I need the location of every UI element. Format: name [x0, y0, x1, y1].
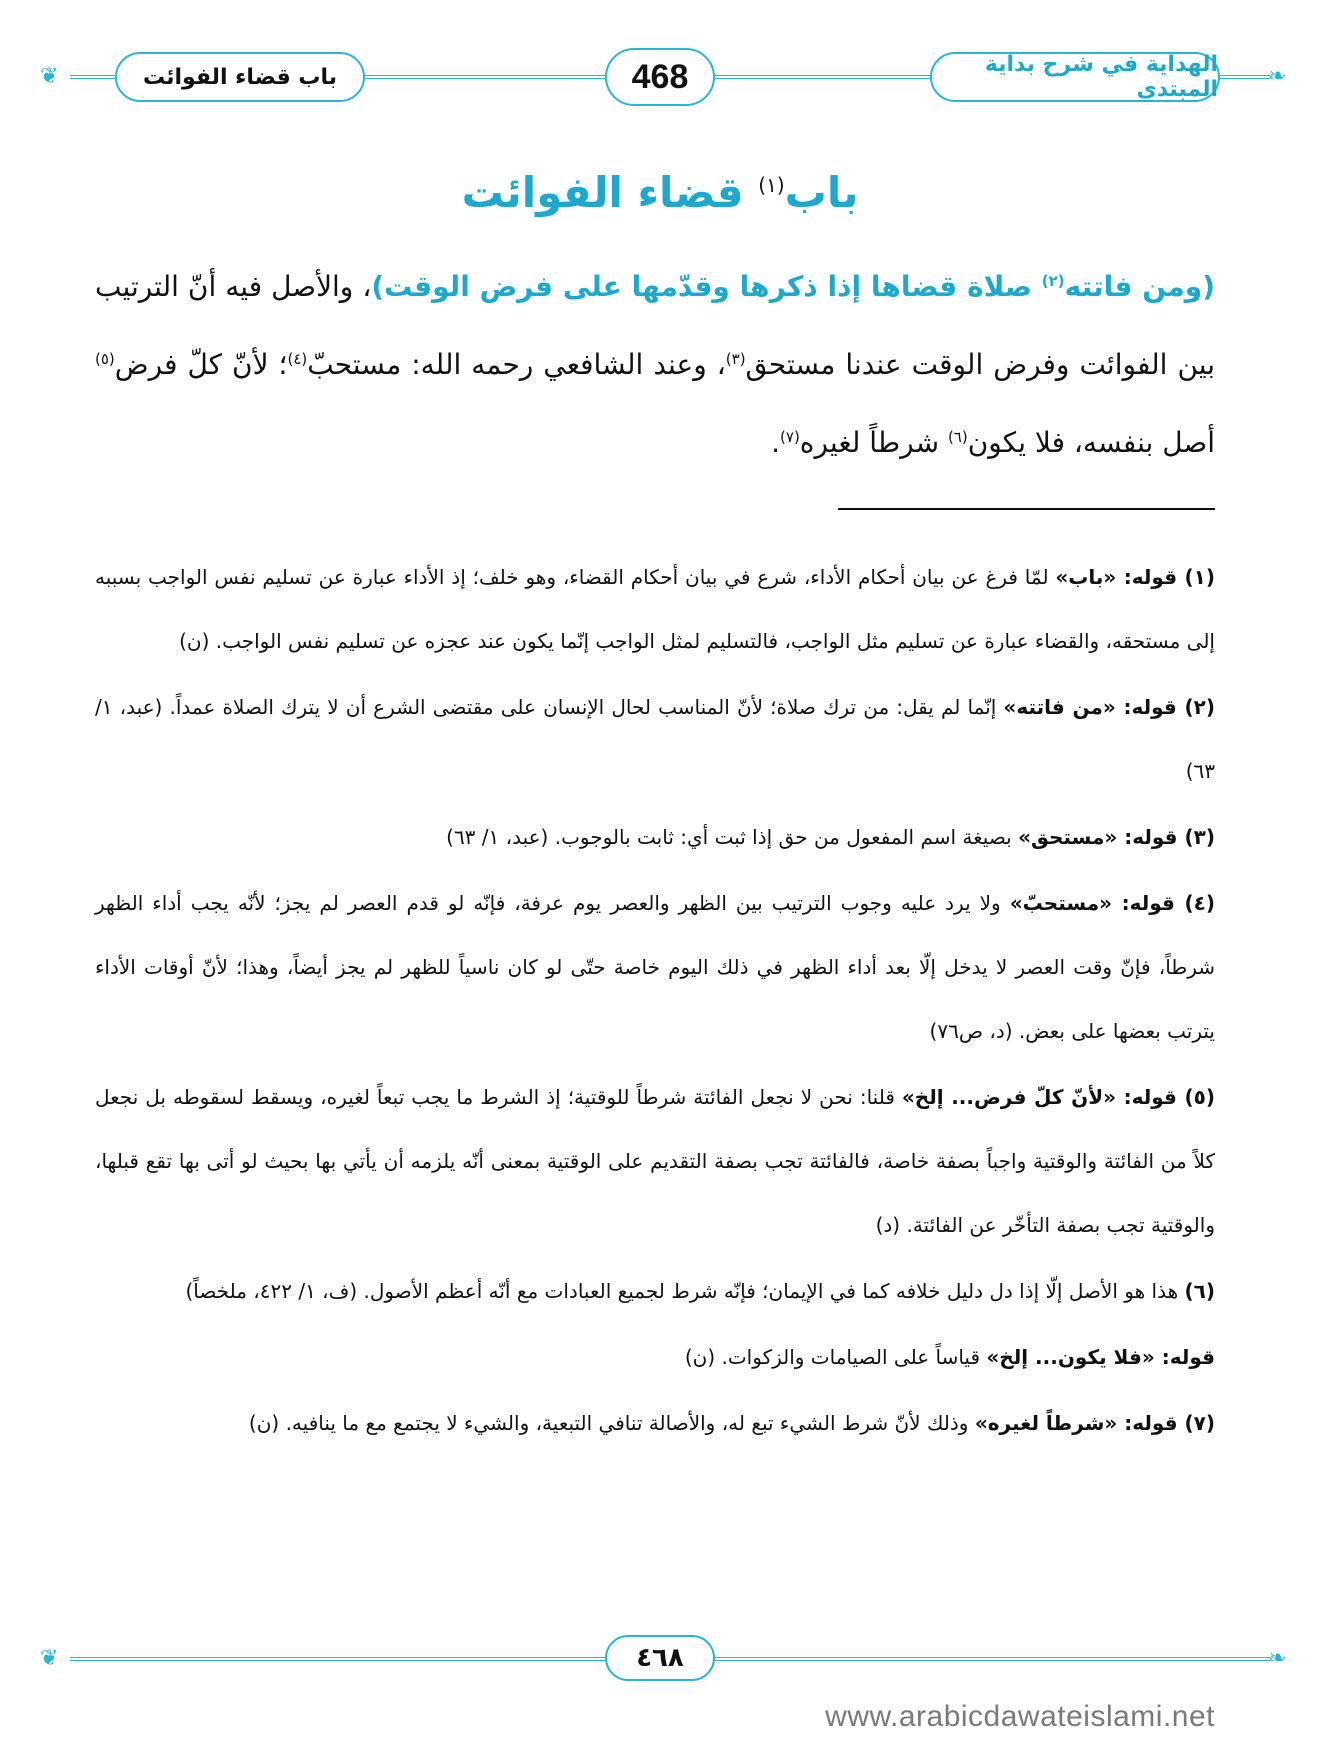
commentary-text: ، والأصل فيه أنّ الترتيب بين الفوائت وفرض الوقت عندنا مستحق — [95, 270, 1216, 381]
header-rule — [70, 75, 115, 79]
footnote: (٥) قوله: «لأنّ كلّ فرض... إلخ» قلنا: نحن لا نجعل الفائتة شرطاً للوقتية؛ إذ الشرط ما يجب تبعاً لغيره، ويسقط لسقوطه بل نجعل كلاً من الفائتة والوقتية واجباً بصفة خاصة، فالفائتة تجب بصفة التقديم على الوقتية بمعنى أنّه يلزمه أن يأتي بها بحيث لو أتى بها تقع قبلها، والوقتية تجب بصفة التأخّر عن الفائتة. (د) — [95, 1085, 1215, 1237]
header-rule — [715, 75, 930, 79]
footer-rule — [70, 1657, 605, 1661]
footnotes — [95, 545, 1215, 1457]
left-ornament-icon: ❦ — [40, 1646, 59, 1671]
footer-rule — [715, 1657, 1270, 1661]
page-number-header: 468 — [605, 48, 715, 106]
footnote: (٣) قوله: «مستحق» بصيغة اسم المفعول من حق إذا ثبت أي: ثابت بالوجوب. (عبد، ١/ ٦٣) — [446, 825, 1215, 849]
header-rule — [365, 75, 605, 79]
commentary-text: ؛ لأنّ كلّ فرض — [114, 348, 288, 381]
chapter-heading-rest: قضاء الفوائت — [461, 168, 744, 217]
chapter-title-header: باب قضاء الفوائت — [115, 52, 365, 102]
book-title-header: الهداية في شرح بداية المبتدي — [930, 52, 1220, 102]
footnote-ref: (٥) — [95, 350, 115, 368]
header-rule — [1220, 75, 1270, 79]
footnote-ref: (٢) — [1041, 272, 1065, 290]
footnote: (٧) قوله: «شرطاً لغيره» وذلك لأنّ شرط الشيء تبع له، والأصالة تنافي التبعية، والشيء لا يجتمع مع ما ينافيه. (ن) — [248, 1411, 1215, 1435]
footnote: (٦) هذا هو الأصل إلّا إذا دل دليل خلافه كما في الإيمان؛ فإنّه شرط لجميع العبادات مع أنّه أعظم الأصول. (ف، ١/ ٤٢٢، ملخصاً) — [185, 1279, 1215, 1303]
footnote-ref: (٦) — [947, 428, 968, 446]
footnote-separator — [838, 508, 1215, 510]
chapter-heading — [0, 168, 1320, 217]
footnote-ref: (٧) — [780, 428, 800, 446]
website-link[interactable]: www.arabicdawateislami.net — [825, 1700, 1215, 1733]
chapter-heading-word: باب — [784, 168, 859, 217]
page-number-footer: ٤٦٨ — [605, 1635, 715, 1681]
footnote-ref: (٣) — [725, 350, 746, 368]
commentary-text: . — [771, 426, 781, 459]
matn-quote: (ومن فاتته$^{(٢)}$ صلاة قضاها إذا ذكرها وقدّمها على فرض الوقت) — [371, 270, 1215, 303]
commentary-text: ، وعند الشافعي رحمه الله: مستحبّ — [307, 348, 726, 381]
footnote-ref: (٤) — [287, 350, 308, 368]
footnote: قوله: «فلا يكون... إلخ» قياساً على الصيامات والزكوات. (ن) — [684, 1345, 1215, 1369]
footnote: (٤) قوله: «مستحبّ» ولا يرد عليه وجوب الترتيب بين الظهر والعصر يوم عرفة، فإنّه لو قدم العصر لم يجز؛ لأنّه يجب أداء الظهر شرطاً، فإنّ وقت العصر لا يدخل إلّا بعد أداء الظهر في ذلك اليوم خاصة حتّى لو كان ناسياً للظهر لم يجز أيضاً، وهذا؛ لأنّ أوقات الأداء يترتب بعضها على بعض. (د، ص٧٦) — [95, 891, 1215, 1043]
commentary-text: شرطاً لغيره — [799, 426, 948, 459]
page-header — [0, 0, 1320, 140]
main-text — [95, 248, 1215, 482]
left-ornament-icon: ❦ — [40, 64, 59, 89]
footnote: (١) قوله: «باب» لمّا فرغ عن بيان أحكام الأداء، شرع في بيان أحكام القضاء، وهو خلف؛ إذ الأداء عبارة عن تسليم نفس الواجب بسببه إلى مستحقه، والقضاء عبارة عن تسليم مثل الواجب، فالتسليم لمثل الواجب إنّما يكون عند عجزه عن تسليم نفس الواجب. (ن) — [95, 565, 1215, 653]
footnote-ref: (١) — [758, 173, 785, 197]
footnote: (٢) قوله: «من فاتته» إنّما لم يقل: من ترك صلاة؛ لأنّ المناسب لحال الإنسان على مقتضى الشرع أن لا يترك الصلاة عمداً. (عبد، ١/ ٦٣) — [95, 695, 1215, 783]
commentary-text: أصل بنفسه، فلا يكون — [967, 426, 1215, 459]
right-ornament-icon: ❧ — [1268, 1646, 1287, 1671]
right-ornament-icon: ❧ — [1268, 64, 1287, 89]
